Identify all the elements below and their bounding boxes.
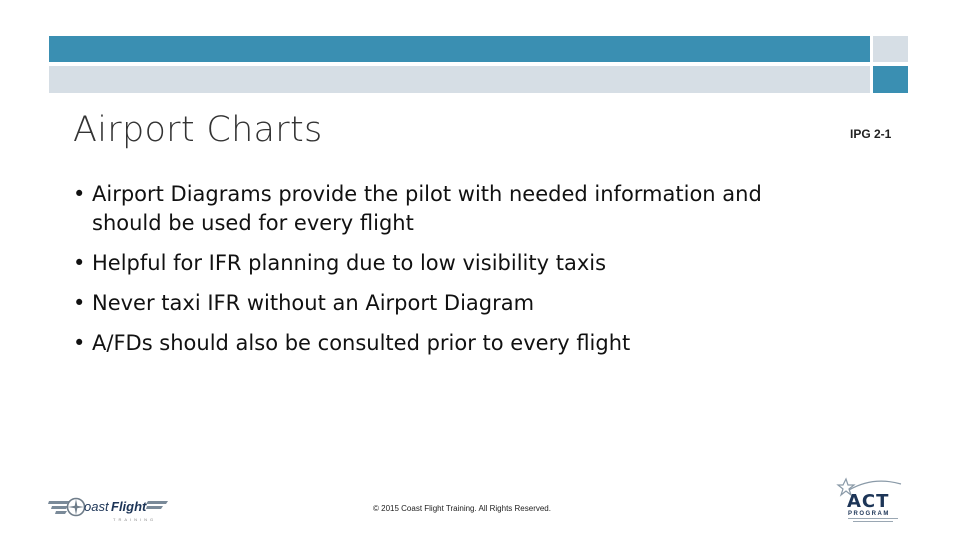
svg-text:ACT: ACT bbox=[847, 491, 890, 512]
header-bar-top bbox=[49, 36, 870, 62]
bullet-dot-icon: • bbox=[73, 251, 86, 275]
bullet-list bbox=[73, 180, 833, 369]
svg-text:PROGRAM: PROGRAM bbox=[848, 511, 890, 517]
slide-title: Airport Charts bbox=[73, 110, 323, 150]
header-bar-top-side bbox=[873, 36, 908, 62]
bullet-dot-icon: • bbox=[73, 291, 86, 315]
bullet-item bbox=[73, 249, 833, 278]
svg-text:Flight: Flight bbox=[111, 499, 147, 514]
bullet-text: A/FDs should also be consulted prior to every flight bbox=[92, 331, 631, 355]
slide-code: IPG 2-1 bbox=[850, 127, 892, 141]
bullet-text: Airport Diagrams provide the pilot with needed information and should be used for every flight bbox=[92, 182, 762, 235]
header-bar-bottom bbox=[49, 66, 870, 93]
svg-text:oast: oast bbox=[84, 499, 109, 514]
header-bar-bottom-side bbox=[873, 66, 908, 93]
bullet-item bbox=[73, 289, 833, 318]
bullet-text: Never taxi IFR without an Airport Diagram bbox=[92, 291, 535, 315]
bullet-dot-icon: • bbox=[73, 331, 86, 355]
bullet-item bbox=[73, 329, 833, 358]
bullet-item bbox=[73, 180, 833, 238]
act-program-logo bbox=[833, 476, 913, 524]
coast-flight-training-logo bbox=[47, 487, 169, 525]
svg-text:TRAINING: TRAINING bbox=[113, 517, 157, 522]
bullet-text: Helpful for IFR planning due to low visibility taxis bbox=[92, 251, 607, 275]
copyright-notice: © 2015 Coast Flight Training. All Rights Reserved. bbox=[373, 504, 551, 513]
bullet-dot-icon: • bbox=[73, 182, 86, 206]
